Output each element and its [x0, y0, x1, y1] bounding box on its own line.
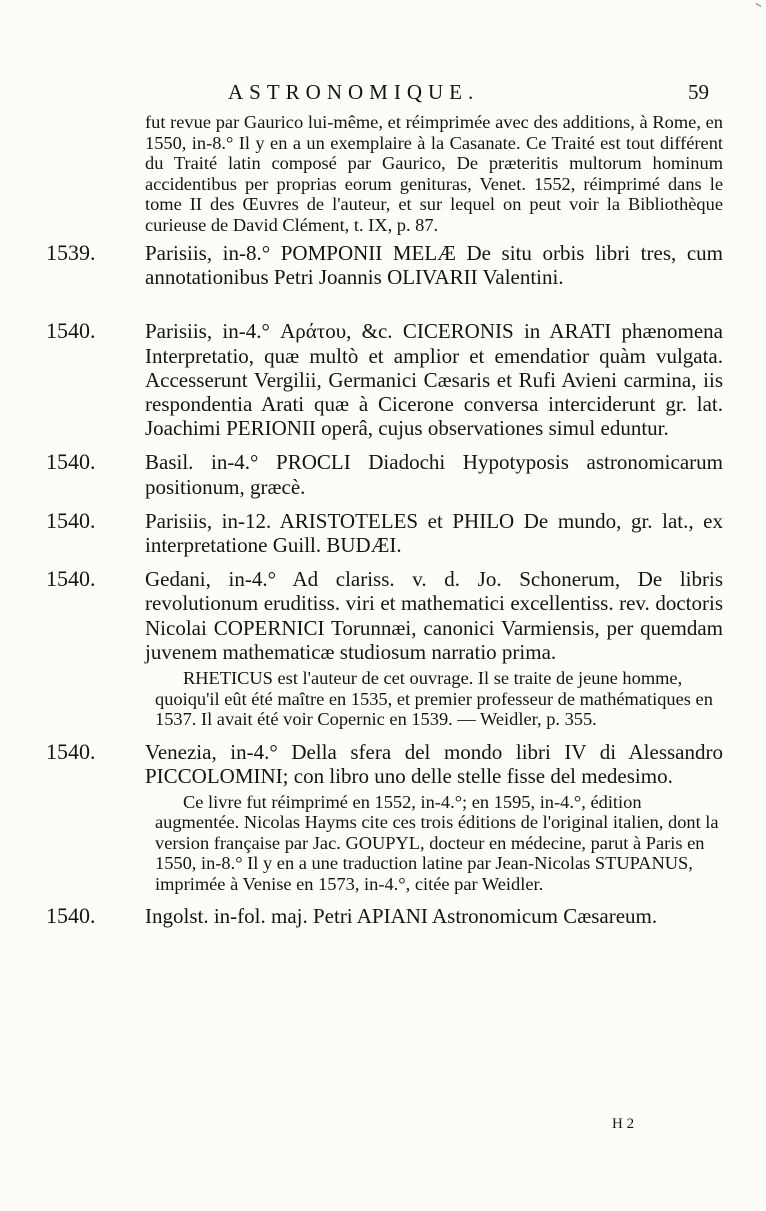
entry-year: 1540. [46, 507, 96, 533]
running-title: ASTRONOMIQUE. [228, 80, 480, 104]
entry-note: RHETICUS est l'auteur de cet ouvrage. Il se traite de jeune homme, quoiqu'il eût été maître en 1535, et premier professeur de mathématiques en 1537. Il avait été voir Copernic en 1539. — Weidler, p. 355. [155, 668, 713, 730]
entry-text: Basil. in-4.° PROCLI Diadochi Hypotyposis astronomicarum positionum, græcè. [145, 450, 723, 499]
page-header [0, 80, 766, 110]
signature-mark: H 2 [612, 1116, 635, 1132]
entry-year: 1540. [46, 566, 96, 592]
entry-year: 1540. [46, 903, 96, 929]
entry-year: 1539. [46, 240, 96, 265]
entry-1540-proclus [0, 450, 766, 498]
entry-year: 1540. [46, 449, 96, 475]
entry-1540-aristotle [0, 509, 766, 557]
entry-1539 [0, 241, 766, 289]
entry-text: Parisiis, in-8.° POMPONII MELÆ De situ orbis libri tres, cum annotationibus Petri Joannis OLIVARII Valentini. [145, 241, 723, 290]
entry-note: Ce livre fut réimprimé en 1552, in-4.°; en 1595, in-4.°, édition augmentée. Nicolas Hayms cite ces trois éditions de l'original italien, dont la version française par Jac. GOUPYL, docteur en médecine, parut à Paris en 1550, in-8.° Il y en a une traduction latine par Jean-Nicolas STUPANUS, imprimée à Venise en 1573, in-4.°, citée par Weidler. [155, 791, 719, 894]
entry-text: Venezia, in-4.° Della sfera del mondo libri IV di Alessandro PICCOLOMINI; con libro uno delle stelle fisse del medesimo. [145, 739, 723, 788]
entry-text: Parisiis, in-4.° Αράτου, &c. CICERONIS in ARATI phænomena Interpretatio, quæ multò et amplior et emendatior quàm vulgata. Accesserunt Vergilii, Germanici Cæsaris et Rufi Avieni carmina, iis respondentia Arati quæ à Cicerone conversa interciderunt gr. lat. Joachimi PERIONII operâ, cujus observationes simul eduntur. [145, 319, 723, 441]
entry-text: Ingolst. in-fol. maj. Petri APIANI Astronomicum Cæsareum. [145, 904, 658, 929]
entry-1540-copernicus [0, 567, 766, 729]
entry-text: Parisiis, in-12. ARISTOTELES et PHILO De mundo, gr. lat., ex interpretatione Guill. BUDÆI. [145, 508, 723, 558]
entry-1540-piccolomini [0, 740, 766, 895]
page-number: 59 [688, 80, 709, 104]
continuation-note: fut revue par Gaurico lui-même, et réimprimée avec des additions, à Rome, en 1550, in-8.° Il y en a un exemplaire à la Casanate. Ce Traité est tout différent du Traité latin composé par Gaurico, De præteritis multorum hominum accidentibus per proprias eorum genituras, Venet. 1552, réimprimé dans le tome II des Œuvres de l'auteur, et sur lequel on peut voir la Bibliothèque curieuse de David Clément, t. IX, p. 87. [145, 112, 723, 235]
entry-1540-cicero [0, 319, 766, 440]
corner-mark [753, 3, 762, 12]
bibliography-entries [0, 112, 766, 929]
entry-text: Gedani, in-4.° Ad clariss. v. d. Jo. Schonerum, De libris revolutionum eruditiss. viri et mathematici excellentiss. rev. doctoris Nicolai COPERNICI Torunnæi, canonici Varmiensis, per quemdam juvenem mathematicæ studiosum narratio prima. [145, 567, 723, 664]
entry-year: 1540. [46, 318, 96, 344]
entry-1540-apianus [0, 904, 766, 928]
entry-year: 1540. [46, 738, 96, 764]
